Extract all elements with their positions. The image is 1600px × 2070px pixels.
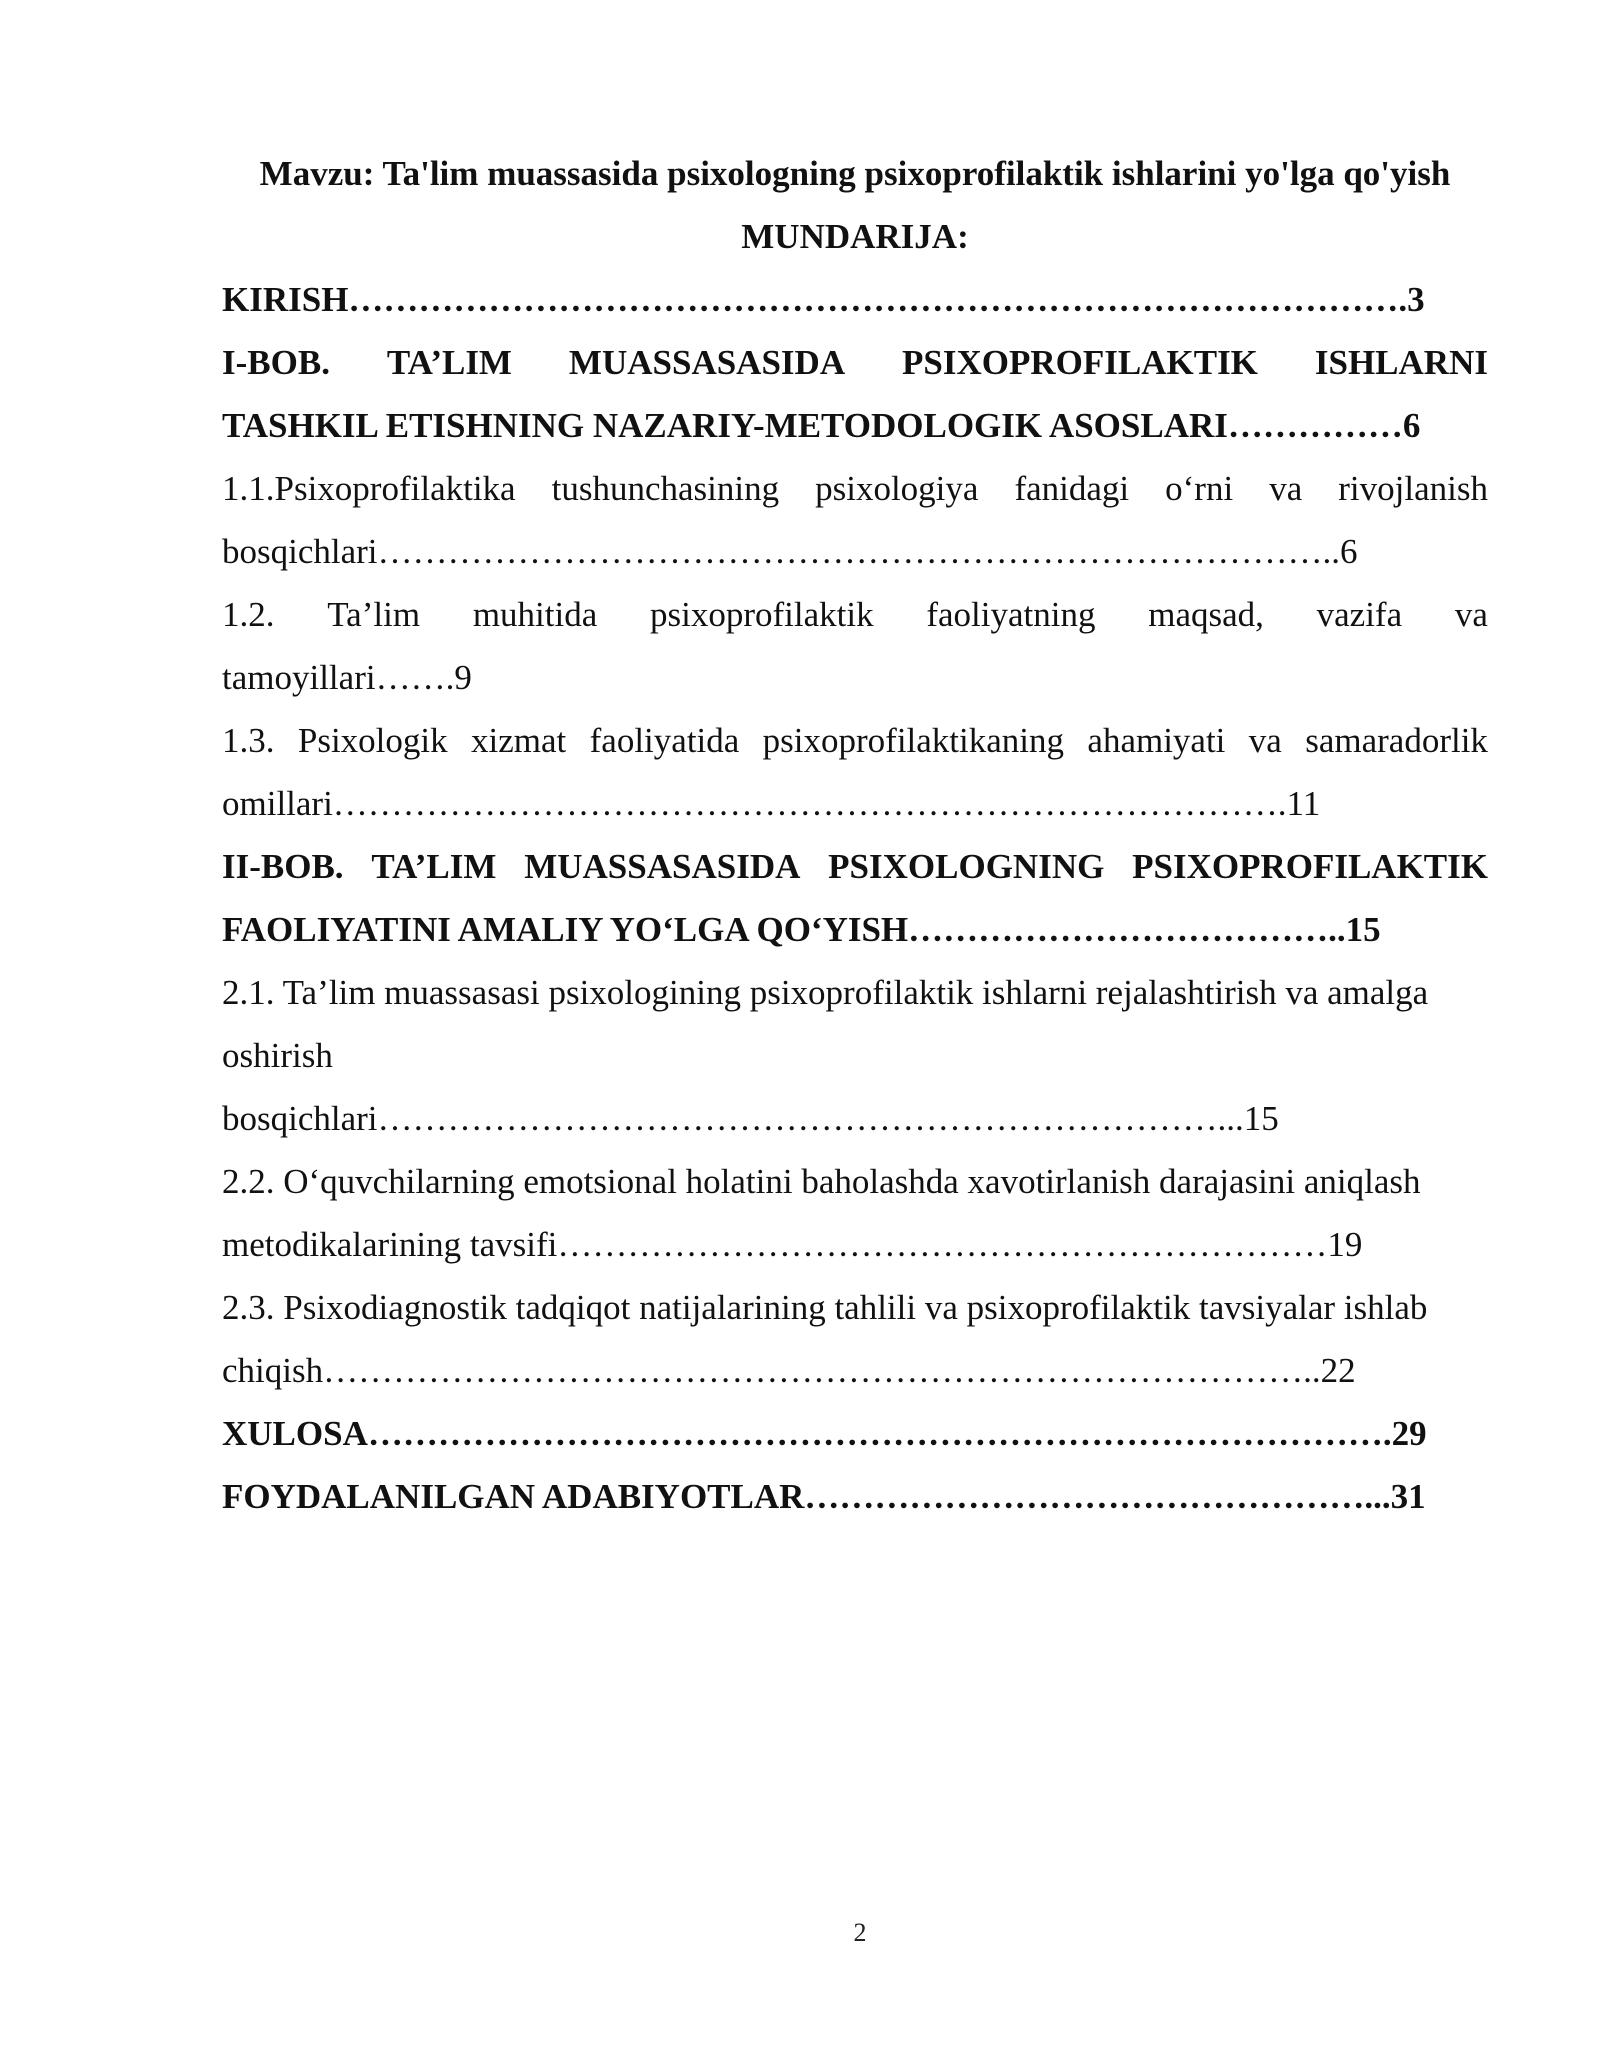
toc-word: rivojlanish bbox=[1338, 469, 1488, 508]
toc-entry-1-3-line-2: omillari……………………………………………………………………….11 bbox=[222, 784, 1321, 823]
toc-entry-chapter-2-line-2: FAOLIYATINI AMALIY YO‘LGA QO‘YISH………………………………..15 bbox=[222, 910, 1381, 949]
toc-word: ahamiyati bbox=[1087, 721, 1226, 760]
toc-entry-xulosa: XULOSA…………………………………………………………………………….29 bbox=[222, 1414, 1427, 1453]
toc-word: MUASSASASIDA bbox=[524, 847, 801, 886]
toc-word: va bbox=[1454, 595, 1488, 634]
toc-word: faoliyatida bbox=[589, 721, 740, 760]
toc-word: 1.3. bbox=[222, 721, 275, 760]
toc-word: va bbox=[1269, 469, 1303, 508]
toc-word: xizmat bbox=[471, 721, 567, 760]
toc-entry-chapter-1-line-2: TASHKIL ETISHNING NAZARIY-METODOLOGIK ASOSLARI……………6 bbox=[222, 406, 1421, 445]
toc-word: faoliyatning bbox=[926, 595, 1096, 634]
toc-word: psixologiya bbox=[815, 469, 979, 508]
toc-word: TA’LIM bbox=[386, 343, 512, 382]
toc-word: muhitida bbox=[472, 595, 598, 634]
toc-word: I-BOB. bbox=[222, 343, 330, 382]
toc-entry-adabiyotlar: FOYDALANILGAN ADABIYOTLAR…………………………………………...31 bbox=[222, 1477, 1426, 1516]
table-of-contents bbox=[222, 142, 1488, 1528]
toc-word: PSIXOPROFILAKTIK bbox=[902, 343, 1258, 382]
toc-word: 1.1.Psixoprofilaktika bbox=[222, 469, 516, 508]
toc-word: PSIXOPROFILAKTIK bbox=[1132, 847, 1488, 886]
toc-entry-2-1-line-3: bosqichlari………………………………………………………………...15 bbox=[222, 1099, 1279, 1138]
contents-heading: MUNDARIJA: bbox=[741, 217, 969, 256]
toc-entry-chapter-1-line-1 bbox=[222, 331, 1488, 394]
toc-word: PSIXOLOGNING bbox=[828, 847, 1105, 886]
toc-entry-1-2-line-1 bbox=[222, 583, 1488, 646]
toc-entry-2-1-line-2: oshirish bbox=[222, 1036, 333, 1075]
toc-word: tushunchasining bbox=[551, 469, 780, 508]
toc-word: va bbox=[1248, 721, 1282, 760]
page-number: 2 bbox=[853, 1918, 867, 1947]
toc-entry-2-2-line-1: 2.2. O‘quvchilarning emotsional holatini baholashda xavotirlanish darajasini aniqlash bbox=[222, 1162, 1421, 1201]
toc-entry-1-2-line-2: tamoyillari…….9 bbox=[222, 658, 472, 697]
document-title: Mavzu: Ta'lim muassasida psixologning psixoprofilaktik ishlarini yo'lga qo'yish bbox=[259, 154, 1451, 193]
toc-word: psixoprofilaktik bbox=[650, 595, 874, 634]
toc-entry-2-3-line-2: chiqish…………………………………………………………………………..22 bbox=[222, 1351, 1356, 1390]
toc-word: 1.2. bbox=[222, 595, 275, 634]
toc-word: vazifa bbox=[1316, 595, 1403, 634]
toc-word: psixoprofilaktikaning bbox=[762, 721, 1065, 760]
toc-word: ISHLARNI bbox=[1314, 343, 1488, 382]
toc-entry-2-1-line-1: 2.1. Ta’lim muassasasi psixologining psixoprofilaktik ishlarni rejalashtirish va amalga bbox=[222, 973, 1429, 1012]
toc-word: Ta’lim bbox=[327, 595, 421, 634]
toc-word: fanidagi bbox=[1014, 469, 1130, 508]
toc-entry-2-2-line-2: metodikalarining tavsifi…………………………………………………………19 bbox=[222, 1225, 1363, 1264]
toc-word: Psixologik bbox=[297, 721, 448, 760]
toc-entry-kirish: KIRISH……………………………………………………………………………….3 bbox=[222, 280, 1425, 319]
toc-entry-1-3-line-1 bbox=[222, 709, 1488, 772]
toc-entry-1-1-line-1 bbox=[222, 457, 1488, 520]
toc-word: o‘rni bbox=[1165, 469, 1234, 508]
toc-entry-chapter-2-line-1 bbox=[222, 835, 1488, 898]
toc-entry-2-3-line-1: 2.3. Psixodiagnostik tadqiqot natijalarining tahlili va psixoprofilaktik tavsiyalar ishlab bbox=[222, 1288, 1428, 1327]
toc-word: II-BOB. bbox=[222, 847, 344, 886]
toc-word: TA’LIM bbox=[371, 847, 497, 886]
toc-entry-1-1-line-2: bosqichlari………………………………………………………………………..6 bbox=[222, 532, 1358, 571]
toc-word: maqsad, bbox=[1148, 595, 1264, 634]
toc-word: samaradorlik bbox=[1305, 721, 1488, 760]
toc-word: MUASSASASIDA bbox=[568, 343, 846, 382]
